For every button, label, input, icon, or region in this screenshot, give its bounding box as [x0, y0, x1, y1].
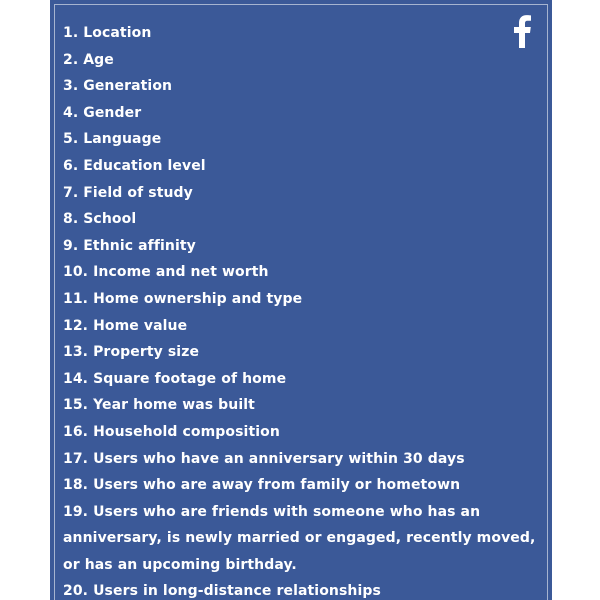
list-item: 12. Home value [63, 317, 188, 334]
targeting-options-list [63, 20, 543, 600]
list-item: 13. Property size [63, 344, 200, 361]
list-item: 2. Age [63, 51, 114, 68]
list-item: 3. Generation [63, 78, 173, 95]
list-item: 16. Household composition [63, 423, 280, 440]
list-item: 14. Square footage of home [63, 370, 287, 387]
list-item: 10. Income and net worth [63, 264, 269, 281]
list-item: 17. Users who have an anniversary within 30 days [63, 450, 465, 467]
list-item: 1. Location [63, 25, 152, 41]
list-item: 9. Ethnic affinity [63, 237, 196, 254]
list-item: 4. Gender [63, 104, 142, 121]
list-item: 11. Home ownership and type [63, 290, 303, 307]
list-item: 18. Users who are away from family or hometown [63, 477, 461, 494]
list-item: 7. Field of study [63, 184, 193, 201]
list-item: 19. Users who are friends with someone who has an anniversary, is newly married or engaged, recently moved, or has an upcoming birthday. [63, 503, 536, 573]
list-item: 20. Users in long-distance relationships [63, 583, 381, 600]
facebook-card [50, 0, 552, 600]
list-item: 15. Year home was built [63, 397, 255, 414]
list-item: 8. School [63, 211, 137, 228]
list-item: 6. Education level [63, 157, 206, 174]
list-item: 5. Language [63, 131, 162, 148]
